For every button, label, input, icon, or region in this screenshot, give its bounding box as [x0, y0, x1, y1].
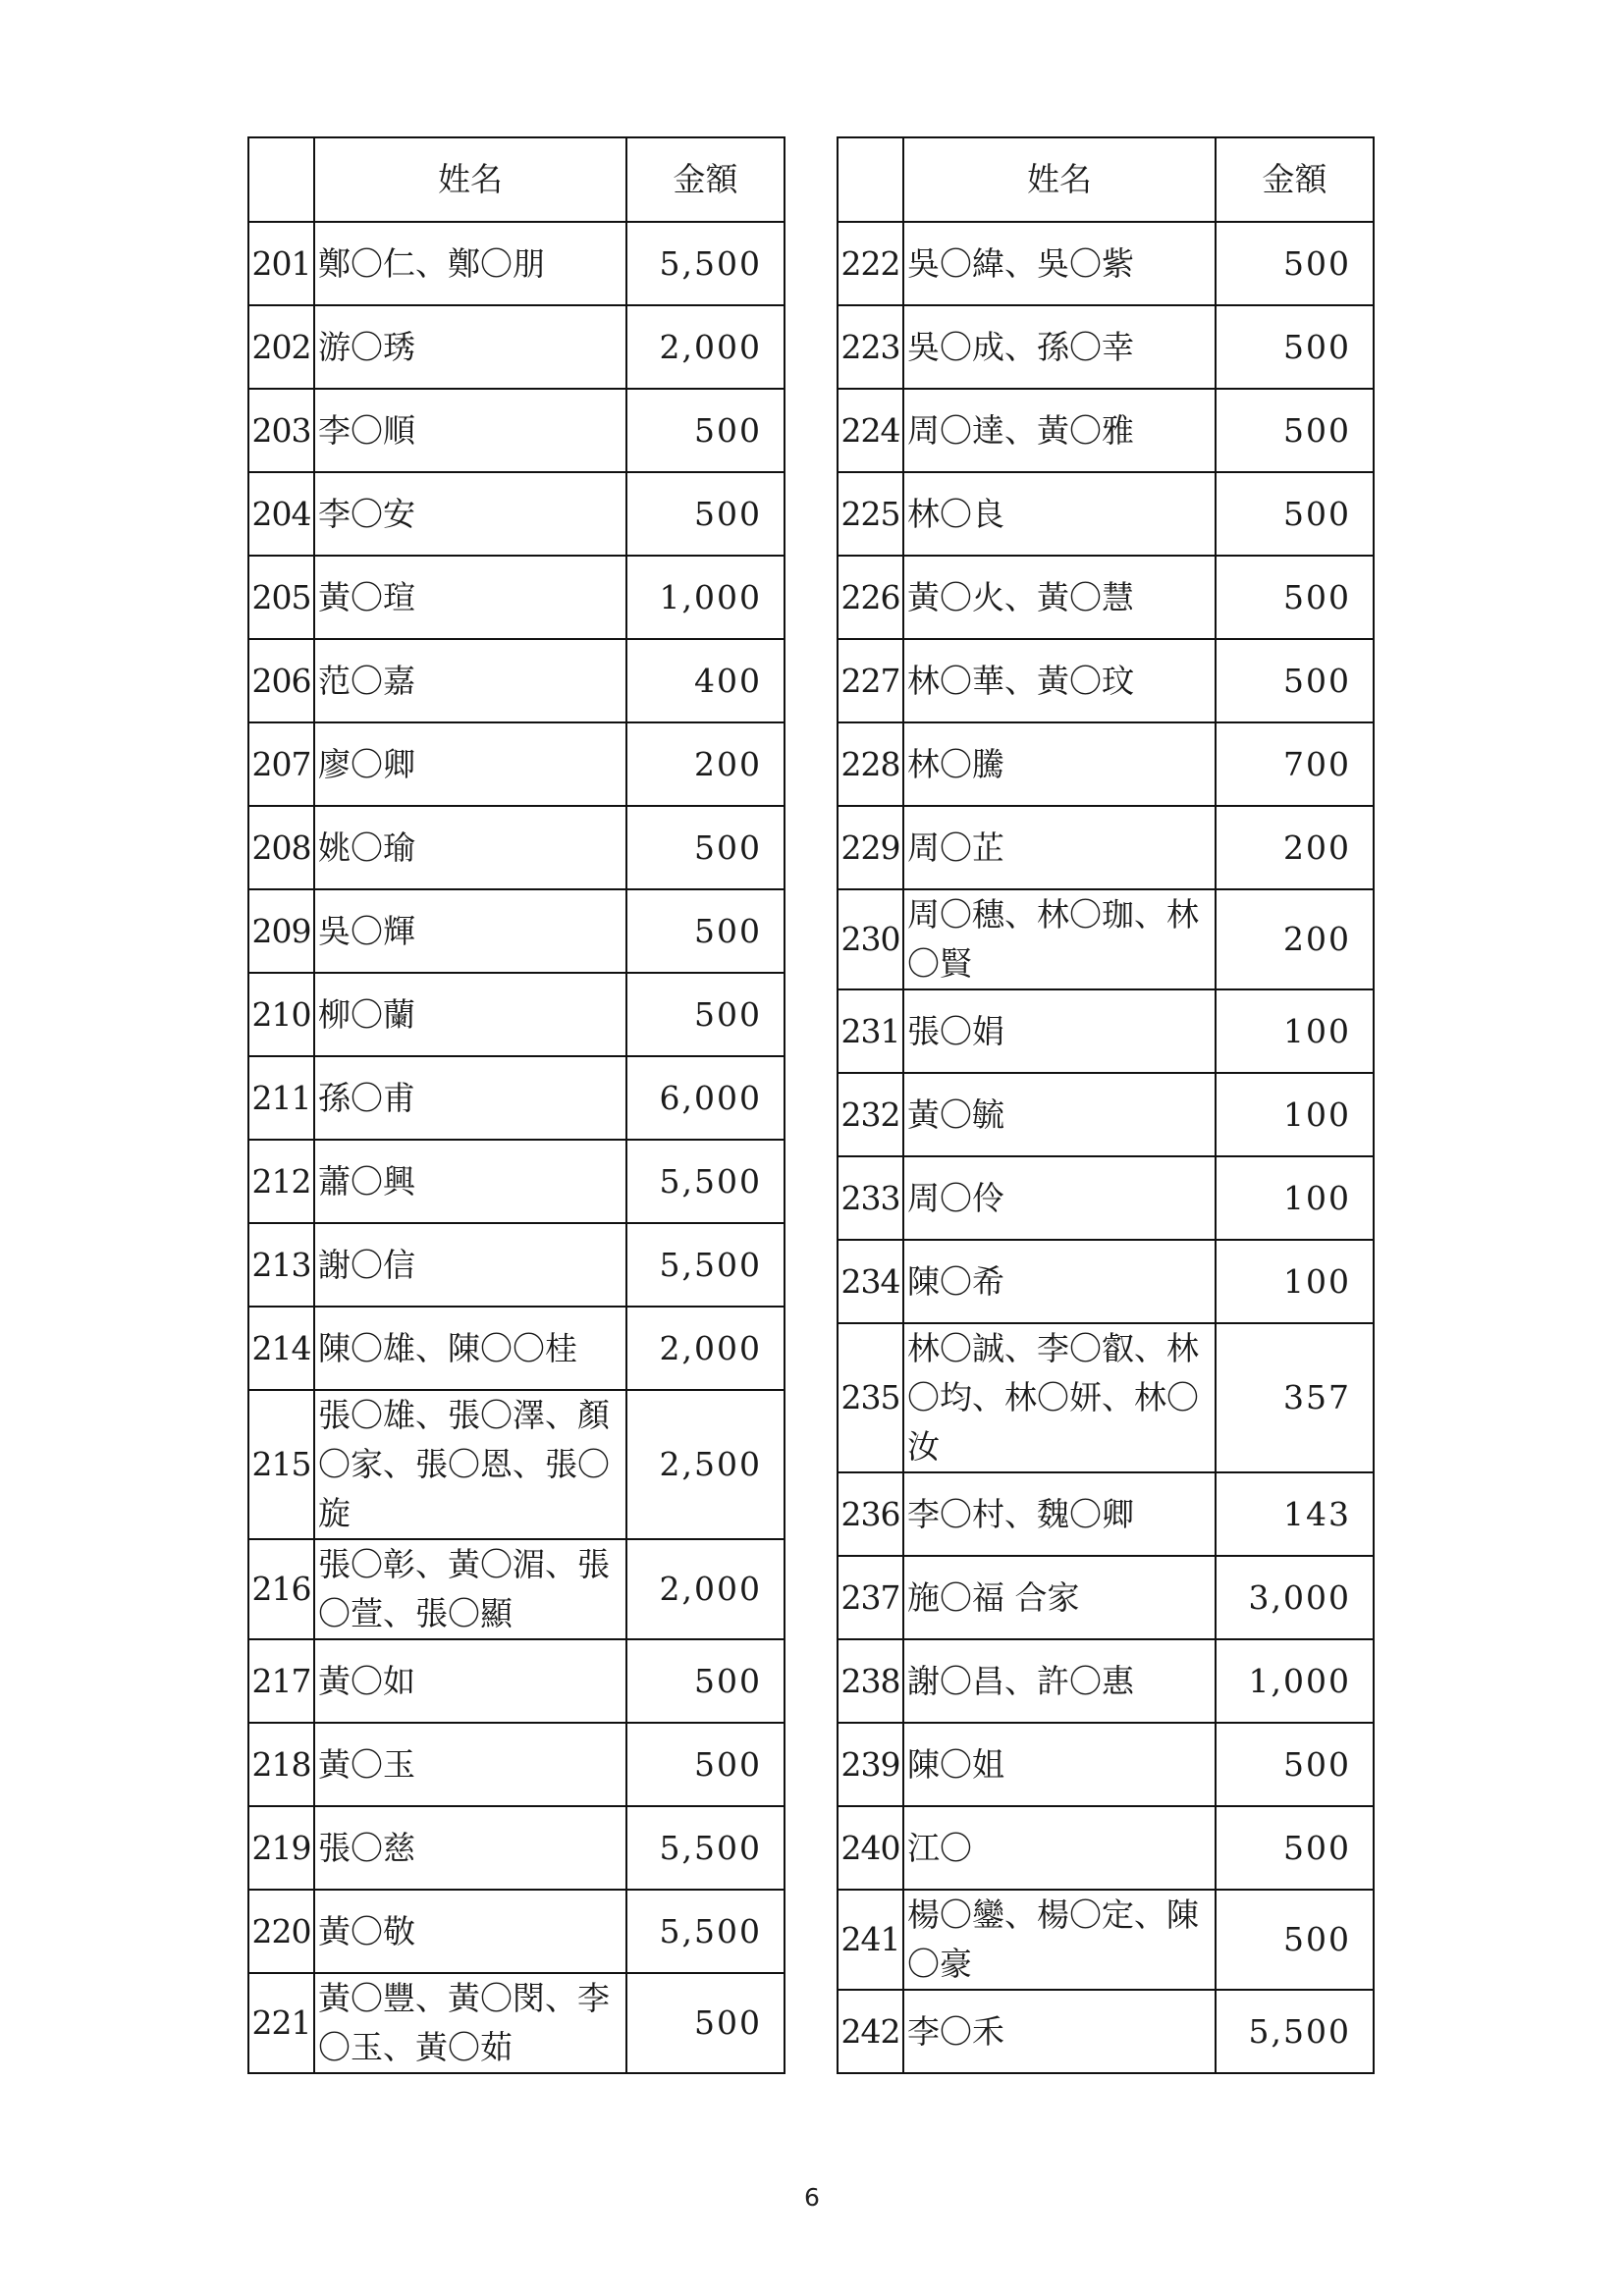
donation-amount: 500 [626, 973, 785, 1056]
row-number: 231 [838, 989, 903, 1073]
table-row [838, 305, 1374, 389]
donor-name: 李〇村、魏〇卿 [903, 1472, 1216, 1556]
table-row [838, 389, 1374, 472]
table-row [248, 1390, 785, 1539]
table-row [248, 1890, 785, 1973]
table-row [248, 806, 785, 889]
row-number: 202 [248, 305, 314, 389]
donation-amount: 200 [1216, 889, 1374, 989]
table-row [248, 1140, 785, 1223]
donor-name: 黃〇如 [314, 1639, 626, 1723]
row-number: 218 [248, 1723, 314, 1806]
donor-name: 黃〇豐、黃〇閔、李〇玉、黃〇茹 [314, 1973, 626, 2073]
table-row [838, 556, 1374, 639]
donor-name: 廖〇卿 [314, 722, 626, 806]
row-number: 211 [248, 1056, 314, 1140]
row-number: 227 [838, 639, 903, 722]
row-number: 229 [838, 806, 903, 889]
donor-name: 吳〇緯、吳〇紫 [903, 222, 1216, 305]
donation-amount: 5,500 [626, 1223, 785, 1307]
header-number [248, 137, 314, 222]
row-number: 238 [838, 1639, 903, 1723]
table-row [248, 722, 785, 806]
header-row [248, 137, 785, 222]
donation-amount: 100 [1216, 1240, 1374, 1323]
donor-name: 林〇華、黃〇玟 [903, 639, 1216, 722]
donor-name: 林〇騰 [903, 722, 1216, 806]
donation-amount: 2,000 [626, 1539, 785, 1639]
row-number: 242 [838, 1990, 903, 2073]
donation-amount: 500 [1216, 472, 1374, 556]
donor-name: 李〇安 [314, 472, 626, 556]
row-number: 207 [248, 722, 314, 806]
table-row [838, 722, 1374, 806]
table-row [248, 472, 785, 556]
header-name: 姓名 [903, 137, 1216, 222]
row-number: 221 [248, 1973, 314, 2073]
row-number: 235 [838, 1323, 903, 1472]
donation-amount: 500 [1216, 639, 1374, 722]
donation-amount: 500 [1216, 222, 1374, 305]
donation-amount: 500 [626, 472, 785, 556]
table-row [248, 1723, 785, 1806]
donor-name: 周〇芷 [903, 806, 1216, 889]
donor-name: 陳〇雄、陳〇〇桂 [314, 1307, 626, 1390]
header-number [838, 137, 903, 222]
donor-name: 張〇雄、張〇澤、顏〇家、張〇恩、張〇旋 [314, 1390, 626, 1539]
donation-amount: 100 [1216, 1073, 1374, 1156]
donor-name: 李〇禾 [903, 1990, 1216, 2073]
donor-name: 周〇伶 [903, 1156, 1216, 1240]
row-number: 236 [838, 1472, 903, 1556]
row-number: 214 [248, 1307, 314, 1390]
row-number: 223 [838, 305, 903, 389]
donor-name: 張〇慈 [314, 1806, 626, 1890]
row-number: 222 [838, 222, 903, 305]
donation-amount: 5,500 [626, 1806, 785, 1890]
row-number: 239 [838, 1723, 903, 1806]
table-row [838, 1890, 1374, 1990]
donation-amount: 500 [1216, 556, 1374, 639]
donor-name: 范〇嘉 [314, 639, 626, 722]
donor-name: 林〇誠、李〇叡、林〇均、林〇妍、林〇汝 [903, 1323, 1216, 1472]
donor-name: 蕭〇興 [314, 1140, 626, 1223]
row-number: 219 [248, 1806, 314, 1890]
donation-amount: 5,500 [626, 222, 785, 305]
table-row [248, 556, 785, 639]
donation-amount: 500 [1216, 1806, 1374, 1890]
table-row [248, 973, 785, 1056]
donation-amount: 5,500 [626, 1890, 785, 1973]
donation-amount: 2,000 [626, 305, 785, 389]
table-row [248, 1539, 785, 1639]
donor-name: 柳〇蘭 [314, 973, 626, 1056]
donor-table-left [247, 136, 785, 2074]
table-row [838, 1472, 1374, 1556]
table-row [248, 305, 785, 389]
donation-amount: 6,000 [626, 1056, 785, 1140]
table-row [248, 1056, 785, 1140]
table-row [838, 1156, 1374, 1240]
donation-amount: 3,000 [1216, 1556, 1374, 1639]
row-number: 240 [838, 1806, 903, 1890]
donation-amount: 500 [1216, 1890, 1374, 1990]
donation-amount: 2,000 [626, 1307, 785, 1390]
table-row [248, 1223, 785, 1307]
donation-amount: 700 [1216, 722, 1374, 806]
donor-name: 陳〇希 [903, 1240, 1216, 1323]
table-row [248, 889, 785, 973]
donation-amount: 357 [1216, 1323, 1374, 1472]
table-row [838, 806, 1374, 889]
table-row [838, 1240, 1374, 1323]
donor-name: 周〇達、黃〇雅 [903, 389, 1216, 472]
donor-rows-left [248, 222, 785, 2073]
page-number: 6 [804, 2183, 820, 2212]
row-number: 212 [248, 1140, 314, 1223]
donation-amount: 500 [626, 806, 785, 889]
donor-name: 游〇琇 [314, 305, 626, 389]
row-number: 204 [248, 472, 314, 556]
donor-name: 孫〇甫 [314, 1056, 626, 1140]
row-number: 217 [248, 1639, 314, 1723]
header-amount: 金額 [1216, 137, 1374, 222]
table-row [838, 1806, 1374, 1890]
table-row [248, 389, 785, 472]
table-row [248, 1639, 785, 1723]
row-number: 203 [248, 389, 314, 472]
donor-name: 黃〇毓 [903, 1073, 1216, 1156]
table-row [248, 1806, 785, 1890]
donor-name: 施〇福 合家 [903, 1556, 1216, 1639]
header-row [838, 137, 1374, 222]
donation-amount: 500 [1216, 389, 1374, 472]
donation-amount: 500 [626, 1639, 785, 1723]
donation-amount: 100 [1216, 1156, 1374, 1240]
donor-name: 黃〇玉 [314, 1723, 626, 1806]
table-row [838, 639, 1374, 722]
header-amount: 金額 [626, 137, 785, 222]
donation-amount: 5,500 [1216, 1990, 1374, 2073]
table-row [838, 989, 1374, 1073]
table-row [248, 639, 785, 722]
table-row [248, 1307, 785, 1390]
table-row [838, 1990, 1374, 2073]
table-row [838, 1556, 1374, 1639]
row-number: 220 [248, 1890, 314, 1973]
row-number: 241 [838, 1890, 903, 1990]
donor-name: 謝〇昌、許〇惠 [903, 1639, 1216, 1723]
row-number: 237 [838, 1556, 903, 1639]
donation-amount: 400 [626, 639, 785, 722]
donor-name: 江〇 [903, 1806, 1216, 1890]
donor-name: 吳〇輝 [314, 889, 626, 973]
row-number: 233 [838, 1156, 903, 1240]
row-number: 230 [838, 889, 903, 989]
row-number: 206 [248, 639, 314, 722]
table-row [838, 472, 1374, 556]
table-row [838, 1723, 1374, 1806]
donation-amount: 1,000 [626, 556, 785, 639]
row-number: 215 [248, 1390, 314, 1539]
donor-name: 鄭〇仁、鄭〇朋 [314, 222, 626, 305]
table-row [838, 1323, 1374, 1472]
donor-name: 李〇順 [314, 389, 626, 472]
donation-amount: 500 [626, 389, 785, 472]
donation-amount: 200 [1216, 806, 1374, 889]
row-number: 210 [248, 973, 314, 1056]
row-number: 205 [248, 556, 314, 639]
donation-amount: 500 [1216, 305, 1374, 389]
donation-amount: 100 [1216, 989, 1374, 1073]
donation-amount: 2,500 [626, 1390, 785, 1539]
row-number: 226 [838, 556, 903, 639]
donor-name: 陳〇姐 [903, 1723, 1216, 1806]
donation-amount: 5,500 [626, 1140, 785, 1223]
row-number: 213 [248, 1223, 314, 1307]
donor-name: 黃〇瑄 [314, 556, 626, 639]
row-number: 208 [248, 806, 314, 889]
row-number: 225 [838, 472, 903, 556]
row-number: 224 [838, 389, 903, 472]
donor-name: 張〇娟 [903, 989, 1216, 1073]
donor-table-right [837, 136, 1375, 2074]
donor-name: 楊〇鑾、楊〇定、陳〇豪 [903, 1890, 1216, 1990]
table-row [838, 222, 1374, 305]
table-row [838, 889, 1374, 989]
row-number: 228 [838, 722, 903, 806]
table-row [248, 1973, 785, 2073]
donation-amount: 500 [626, 1723, 785, 1806]
donation-amount: 500 [1216, 1723, 1374, 1806]
donation-amount: 143 [1216, 1472, 1374, 1556]
donor-name: 黃〇敬 [314, 1890, 626, 1973]
donation-amount: 1,000 [1216, 1639, 1374, 1723]
header-name: 姓名 [314, 137, 626, 222]
donor-name: 張〇彰、黃〇湄、張〇萱、張〇顯 [314, 1539, 626, 1639]
donor-name: 吳〇成、孫〇幸 [903, 305, 1216, 389]
donor-rows-right [838, 222, 1374, 2073]
row-number: 209 [248, 889, 314, 973]
donation-amount: 200 [626, 722, 785, 806]
donor-name: 林〇良 [903, 472, 1216, 556]
row-number: 216 [248, 1539, 314, 1639]
donation-amount: 500 [626, 889, 785, 973]
donor-name: 姚〇瑜 [314, 806, 626, 889]
table-row [838, 1073, 1374, 1156]
donor-name: 謝〇信 [314, 1223, 626, 1307]
row-number: 232 [838, 1073, 903, 1156]
table-row [838, 1639, 1374, 1723]
row-number: 201 [248, 222, 314, 305]
row-number: 234 [838, 1240, 903, 1323]
donor-name: 黃〇火、黃〇慧 [903, 556, 1216, 639]
donation-amount: 500 [626, 1973, 785, 2073]
table-row [248, 222, 785, 305]
donor-name: 周〇穗、林〇珈、林〇賢 [903, 889, 1216, 989]
